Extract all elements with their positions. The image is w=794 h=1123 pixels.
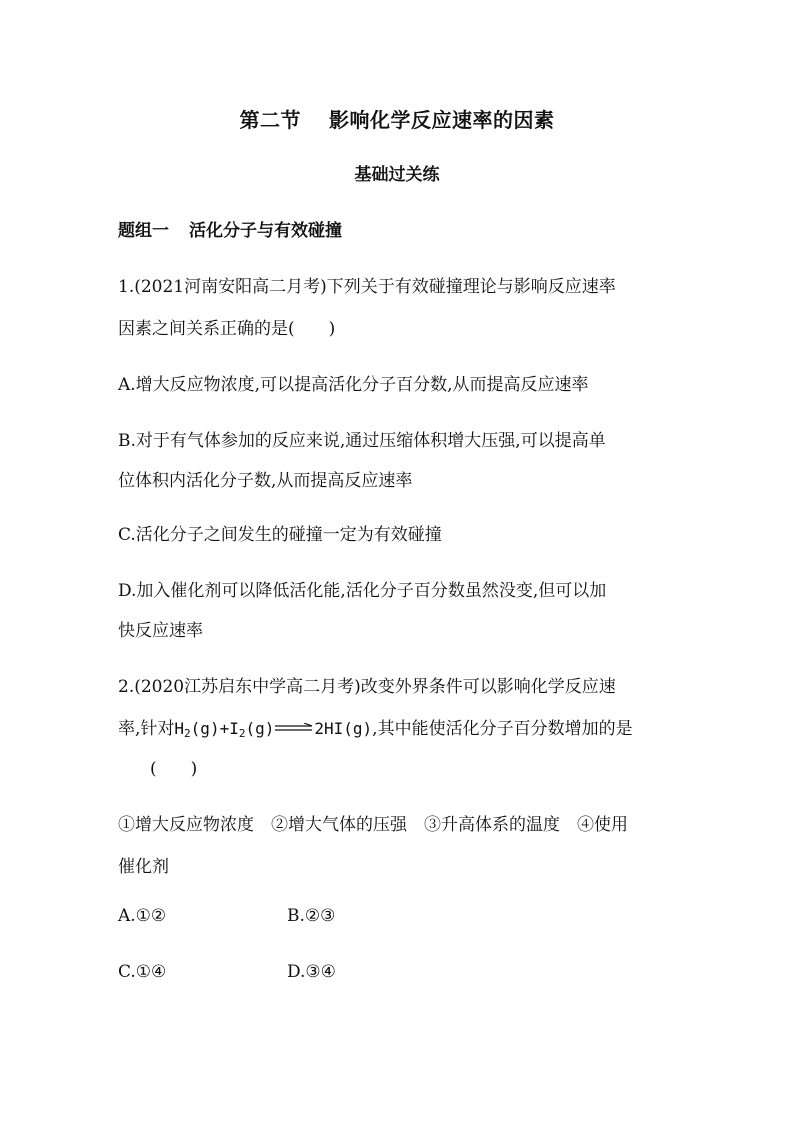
section-title-text: 影响化学反应速率的因素 xyxy=(329,108,555,132)
q1-stem-line2: 因素之间关系正确的是( ) xyxy=(118,319,336,339)
subtitle: 基础过关练 xyxy=(354,165,440,185)
q1-option-b-line1: B.对于有气体参加的反应来说,通过压缩体积增大压强,可以提高单 xyxy=(118,431,606,451)
q2-conditions-line1: ①增大反应物浓度 ②增大气体的压强 ③升高体系的温度 ④使用 xyxy=(118,815,628,835)
q2-stem-prefix: 率,针对 xyxy=(118,719,175,739)
q2-option-d: D.③④ xyxy=(287,962,336,982)
q2-conditions-line2: 催化剂 xyxy=(118,857,169,877)
reversible-arrow-icon xyxy=(274,723,314,733)
equation: $H_2(g)+I_2(g)$ 2HI(g) xyxy=(174,719,373,740)
q2-option-b: B.②③ xyxy=(287,906,336,926)
q1-stem-line1: 1.(2021河南安阳高二月考)下列关于有效碰撞理论与影响反应速率 xyxy=(118,277,616,297)
group-title: 活化分子与有效碰撞 xyxy=(189,221,342,241)
section-title xyxy=(0,104,794,133)
q2-answer-blank: ( ) xyxy=(150,759,198,779)
group-label: 题组一 xyxy=(118,221,169,241)
q2-option-c: C.①④ xyxy=(118,962,167,982)
question-group-heading xyxy=(118,216,342,241)
q2-option-a: A.①② xyxy=(118,906,167,926)
q2-stem-line2 xyxy=(118,714,633,739)
section-number: 第二节 xyxy=(239,108,301,132)
q2-stem-suffix: ,其中能使活化分子百分数增加的是 xyxy=(372,719,633,739)
q1-option-b-line2: 位体积内活化分子数,从而提高反应速率 xyxy=(118,471,413,491)
q1-option-a: A.增大反应物浓度,可以提高活化分子百分数,从而提高反应速率 xyxy=(118,375,589,395)
q1-option-d-line2: 快反应速率 xyxy=(118,621,203,641)
q2-stem-line1: 2.(2020江苏启东中学高二月考)改变外界条件可以影响化学反应速 xyxy=(118,677,616,697)
q1-option-c: C.活化分子之间发生的碰撞一定为有效碰撞 xyxy=(118,525,442,545)
q1-option-d-line1: D.加入催化剂可以降低活化能,活化分子百分数虽然没变,但可以加 xyxy=(118,581,607,601)
